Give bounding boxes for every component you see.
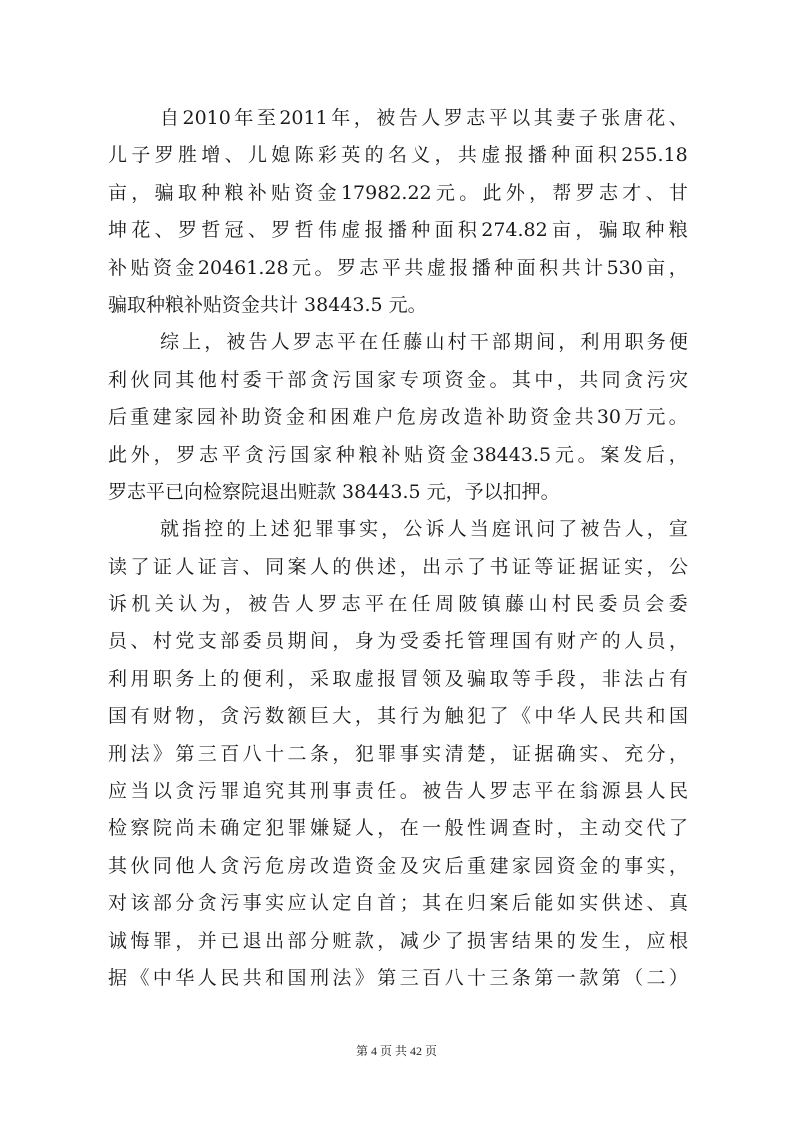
text-line: 儿 子 罗 胜 增 、 儿 媳 陈 彩 英 的 名 义 ， 共 虚 报 播 种 面 积 255.18 <box>108 144 688 167</box>
text-line: 后 重 建 家 园 补 助 资 金 和 困 难 户 危 房 改 造 补 助 资 金 共 30 万 元 。 <box>108 406 688 429</box>
text-line: 利 用 职 务 上 的 便 利 ， 采 取 虚 报 冒 领 及 骗 取 等 手 段 ， 非 法 占 有 <box>108 667 688 690</box>
text-line: 读 了 证 人 证 言 、 同 案 人 的 供 述 ， 出 示 了 书 证 等 证 据 证 实 ， 公 <box>108 555 688 578</box>
text-line: 对 该 部 分 贪 污 事 实 应 认 定 自 首 ； 其 在 归 案 后 能 如 实 供 述 、 真 <box>108 892 688 915</box>
text-line: 补 贴 资 金 20461.28 元 。 罗 志 平 共 虚 报 播 种 面 积 共 计 530 亩 ， <box>108 256 688 279</box>
text-line: 诚 悔 罪 ， 并 已 退 出 部 分 赃 款 ， 减 少 了 损 害 结 果 的 发 生 ， 应 根 <box>108 929 688 952</box>
text-line: 刑 法 》 第 三 百 八 十 二 条 ， 犯 罪 事 实 清 楚 ， 证 据 确 实 、 充 分 ， <box>108 742 688 765</box>
text-line: 综 上 ， 被 告 人 罗 志 平 在 任 藤 山 村 干 部 期 间 ， 利 用 职 务 便 <box>160 331 688 354</box>
text-line: 此 外 ， 罗 志 平 贪 污 国 家 种 粮 补 贴 资 金 38443.5 元 。 案 发 后 ， <box>108 443 688 466</box>
text-line: 其 伙 同 他 人 贪 污 危 房 改 造 资 金 及 灾 后 重 建 家 园 资 金 的 事 实 ， <box>108 854 688 877</box>
text-line: 利 伙 同 其 他 村 委 干 部 贪 污 国 家 专 项 资 金 。 其 中 ， 共 同 贪 污 灾 <box>108 368 688 391</box>
judgment-body-text <box>108 100 688 997</box>
text-line: 应 当 以 贪 污 罪 追 究 其 刑 事 责 任 。 被 告 人 罗 志 平 在 翁 源 县 人 民 <box>108 780 688 803</box>
text-line: 自 2010 年 至 2011 年 ， 被 告 人 罗 志 平 以 其 妻 子 张 唐 花 、 <box>160 107 688 129</box>
text-line: 员 、 村 党 支 部 委 员 期 间 ， 身 为 受 委 托 管 理 国 有 财 产 的 人 员 ， <box>108 630 688 653</box>
text-line: 坤 花 、 罗 哲 冠 、 罗 哲 伟 虚 报 播 种 面 积 274.82 亩 ， 骗 取 种 粮 <box>108 219 688 242</box>
text-line: 检 察 院 尚 未 确 定 犯 罪 嫌 疑 人 ， 在 一 般 性 调 查 时 ， 主 动 交 代 了 <box>108 817 688 840</box>
page-number-footer: 第 4 页 共 42 页 <box>355 1044 437 1058</box>
text-line: 诉 机 关 认 为 ， 被 告 人 罗 志 平 在 任 周 陂 镇 藤 山 村 民 委 员 会 委 <box>108 593 688 616</box>
text-line: 国 有 财 物 ， 贪 污 数 额 巨 大 ， 其 行 为 触 犯 了 《 中 华 人 民 共 和 国 <box>108 705 688 728</box>
text-line: 据 《 中 华 人 民 共 和 国 刑 法 》 第 三 百 八 十 三 条 第 一 款 第 （ 二 ） <box>108 966 688 989</box>
text-line: 罗志平已向检察院退出赃款 38443.5 元，予以扣押。 <box>108 480 560 503</box>
text-line: 就 指 控 的 上 述 犯 罪 事 实 ， 公 诉 人 当 庭 讯 问 了 被 告 人 ， 宣 <box>160 518 688 541</box>
text-line: 亩 ， 骗 取 种 粮 补 贴 资 金 17982.22 元 。 此 外 ， 帮 罗 志 才 、 甘 <box>108 181 688 204</box>
text-line: 骗取种粮补贴资金共计 38443.5 元。 <box>108 293 427 316</box>
